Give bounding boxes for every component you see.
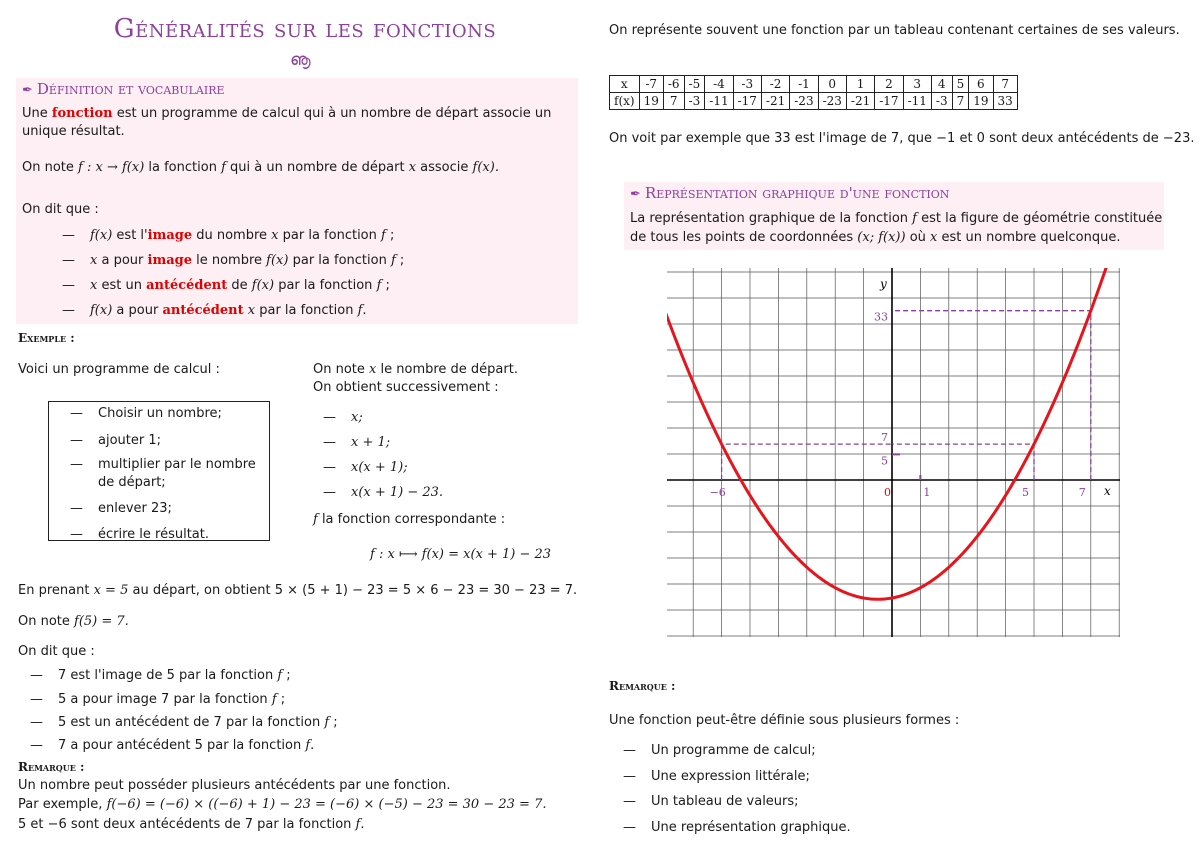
text: la fonction: [144, 160, 222, 175]
program-step-text: de départ;: [98, 475, 166, 490]
text: ;: [276, 692, 286, 707]
math: f: [305, 738, 311, 753]
table-cell: -17: [875, 93, 903, 110]
math: x: [90, 253, 98, 268]
program-step: [70, 406, 222, 421]
table-cell: 4: [931, 76, 952, 93]
x-tick-label: −6: [709, 486, 726, 499]
program-step: [98, 475, 166, 490]
title-ornament: ൡ: [290, 50, 311, 70]
exemple-calculation: [18, 583, 577, 598]
text: 5 est un antécédent de 7 par la fonction: [58, 715, 325, 730]
list-dash: —: [62, 228, 75, 243]
table-cell: 1: [846, 76, 874, 93]
x-axis-label: x: [1104, 484, 1111, 498]
guide-line: [892, 311, 1091, 480]
text: On note: [313, 362, 370, 377]
text: .: [310, 738, 315, 753]
text: par la fonction: [274, 278, 377, 293]
text: où: [905, 230, 931, 245]
text: Une représentation graphique.: [651, 820, 851, 835]
math: f: [355, 817, 361, 832]
text: par la fonction: [255, 303, 358, 318]
keyword: image: [147, 228, 193, 243]
table-cell: 7: [952, 93, 969, 110]
text: par la fonction: [278, 228, 382, 243]
text: Un programme de calcul;: [651, 743, 816, 758]
table-cell: -6: [663, 76, 684, 93]
math: x: [408, 160, 417, 175]
text: ;: [381, 278, 390, 293]
math: f: [381, 228, 386, 243]
text: qui à un nombre de départ: [225, 160, 409, 175]
y-axis-label: y: [880, 277, 887, 291]
remarque2-intro: Une fonction peut-être définie sous plusieurs formes :: [609, 713, 960, 728]
program-step-text: enlever 23;: [98, 501, 172, 516]
definition-heading-text: Définition et vocabulaire: [36, 80, 225, 98]
function-graph: [660, 265, 1120, 637]
graph-definition-1: [630, 211, 1162, 226]
step-item: [323, 485, 443, 500]
page-title: Généralités sur les fonctions: [113, 14, 497, 44]
list-dash: —: [30, 715, 43, 730]
x-tick-label: 0: [884, 486, 891, 499]
text: est un: [97, 278, 147, 293]
graph-heading: [630, 184, 949, 202]
exemple-successively: On obtient successivement :: [313, 380, 499, 395]
list-dash: —: [323, 460, 336, 475]
exemple-ondit: On dit que :: [18, 644, 95, 659]
exemple-note: [313, 362, 518, 377]
text: On note: [22, 160, 79, 175]
definition-notation: [22, 160, 499, 175]
math: f: [313, 512, 318, 527]
list-dash: —: [62, 303, 75, 318]
text: de tous les points de coordonnées: [630, 230, 858, 245]
math: x: [271, 228, 279, 243]
math: x(x + 1) − 23.: [351, 485, 444, 500]
text: 5 a pour image 7 par la fonction: [58, 692, 272, 707]
table-cell: 7: [663, 93, 684, 110]
math: f: [277, 668, 283, 683]
list-dash: —: [70, 501, 83, 516]
list-dash: —: [62, 253, 75, 268]
text: ;: [395, 253, 405, 268]
math: x = 5: [93, 583, 129, 598]
definition-paragraph-1: [22, 106, 551, 121]
table-cell: -3: [733, 76, 761, 93]
table-cell: 33: [993, 93, 1017, 110]
table-cell: -3: [684, 93, 705, 110]
exemple-item: [30, 692, 285, 707]
list-dash: —: [30, 738, 43, 753]
table-cell: -21: [846, 93, 874, 110]
exemple-heading: Exemple :: [18, 331, 75, 345]
list-dash: —: [30, 692, 43, 707]
table-cell: 6: [969, 76, 993, 93]
list-dash: —: [323, 435, 336, 450]
text: le nombre: [191, 253, 267, 268]
values-table: [609, 75, 1018, 110]
y-tick-label: 5: [881, 454, 888, 468]
program-step-text: écrire le résultat.: [98, 527, 210, 542]
graph-definition-2: [630, 230, 1121, 245]
guide-line: [892, 444, 1034, 480]
list-dash: —: [70, 406, 83, 421]
step-item: [323, 410, 363, 425]
list-dash: —: [30, 668, 43, 683]
text: au départ, on obtient 5 × (5 + 1) − 23 = 5 × 6 − 23 = 30 − 23 = 7.: [128, 583, 578, 598]
table-cell: -5: [684, 76, 705, 93]
program-step-text: multiplier par le nombre: [98, 457, 256, 472]
program-step: [70, 433, 161, 448]
list-dash: —: [62, 278, 75, 293]
definition-item: [62, 278, 390, 293]
remarque2-item: [623, 794, 799, 809]
text: ;: [329, 715, 338, 730]
y-tick-label: 33: [874, 310, 888, 324]
x-tick-label: 5: [1022, 486, 1029, 499]
remarque2-heading: Remarque :: [609, 679, 676, 693]
list-dash: —: [623, 769, 636, 784]
exemple-function-label: [313, 512, 505, 527]
table-cell: 2: [875, 76, 903, 93]
table-cell: -2: [761, 76, 789, 93]
text: Un tableau de valeurs;: [651, 794, 799, 809]
keyword: antécédent: [146, 278, 228, 293]
table-cell: 5: [952, 76, 969, 93]
table-intro: On représente souvent une fonction par un tableau contenant certaines de ses valeurs.: [609, 23, 1180, 38]
math: f: [221, 160, 226, 175]
text: Une: [22, 106, 52, 121]
text: a pour: [112, 303, 163, 318]
program-step-text: Choisir un nombre;: [98, 406, 222, 421]
table-cell: -11: [705, 93, 733, 110]
math: x: [369, 362, 377, 377]
text: le nombre de départ.: [376, 362, 518, 377]
table-cell: -17: [733, 93, 761, 110]
math: f(x): [251, 278, 275, 293]
math: x(x + 1);: [351, 460, 408, 475]
graph-heading-text: Représentation graphique d'une fonction: [644, 184, 950, 202]
remarque2-item: [623, 769, 810, 784]
table-cell: -23: [790, 93, 818, 110]
exemple-item: [30, 715, 338, 730]
list-dash: —: [70, 527, 83, 542]
table-cell: -1: [790, 76, 818, 93]
math: f(5) = 7.: [74, 614, 129, 629]
math: f(−6) = (−6) × ((−6) + 1) − 23 = (−6) × (−5) − 23 = 30 − 23 = 7.: [106, 797, 547, 812]
table-cell: -3: [931, 93, 952, 110]
keyword: antécédent: [162, 303, 244, 318]
table-row-x: [610, 76, 1018, 93]
text: est un nombre quelconque.: [937, 230, 1121, 245]
pen-icon: ✒: [630, 187, 641, 202]
table-cell: 19: [969, 93, 993, 110]
math: x + 1;: [351, 435, 391, 450]
list-dash: —: [70, 433, 83, 448]
math: (x; f(x)): [857, 230, 906, 245]
text: .: [362, 303, 367, 318]
exemple-item: [30, 738, 314, 753]
text: .: [360, 817, 365, 832]
text: 7 est l'image de 5 par la fonction: [58, 668, 278, 683]
math: x: [90, 278, 98, 293]
text: associe: [416, 160, 473, 175]
table-cell: -7: [639, 76, 663, 93]
text: de: [227, 278, 252, 293]
list-dash: —: [323, 485, 336, 500]
program-step: [70, 501, 172, 516]
text: par la fonction: [288, 253, 391, 268]
table-cell: 7: [993, 76, 1017, 93]
list-dash: —: [70, 457, 83, 472]
program-step: [70, 527, 209, 542]
program-step: [70, 457, 256, 472]
x-tick-label: 7: [1078, 486, 1086, 499]
math: f(x).: [472, 160, 499, 175]
list-dash: —: [323, 410, 336, 425]
table-cell: -4: [705, 76, 733, 93]
y-tick-label: 7: [881, 431, 888, 445]
math: f : x → f(x): [78, 160, 145, 175]
math: f: [324, 715, 330, 730]
x-tick-label: 1: [923, 486, 931, 499]
remarque1-line1: Un nombre peut posséder plusieurs antécédents par une fonction.: [18, 778, 451, 793]
math: f: [357, 303, 363, 318]
math: x;: [351, 410, 363, 425]
table-cell: x: [610, 76, 640, 93]
text: Une expression littérale;: [651, 769, 810, 784]
definition-ondit: On dit que :: [22, 202, 99, 217]
math: f(x): [90, 303, 113, 318]
program-step-text: ajouter 1;: [98, 433, 161, 448]
text: est un programme de calcul qui à un nombre de départ associe un: [112, 106, 552, 121]
text: ;: [385, 228, 395, 243]
table-cell: 3: [903, 76, 931, 93]
text: La représentation graphique de la fonction: [630, 211, 913, 226]
text: est l': [112, 228, 148, 243]
remarque1-line3: [18, 817, 364, 832]
list-dash: —: [623, 794, 636, 809]
definition-item: [62, 303, 367, 318]
table-cell: -23: [818, 93, 846, 110]
definition-item: [62, 253, 404, 268]
table-cell: f(x): [610, 93, 640, 110]
math: x: [930, 230, 938, 245]
table-cell: 0: [818, 76, 846, 93]
step-item: [323, 460, 408, 475]
text: est la figure de géométrie constituée: [916, 211, 1163, 226]
table-cell: -21: [761, 93, 789, 110]
definition-item: [62, 228, 394, 243]
table-row-fx: [610, 93, 1018, 110]
remarque1-line2: [18, 797, 546, 812]
math: f: [376, 278, 382, 293]
table-after: On voit par exemple que 33 est l'image de 7, que −1 et 0 sont deux antécédents de −23.: [609, 131, 1195, 146]
text: a pour: [97, 253, 148, 268]
text: En prenant: [18, 583, 94, 598]
keyword-fonction: fonction: [51, 106, 113, 121]
text: ;: [282, 668, 291, 683]
definition-paragraph-1b: unique résultat.: [22, 124, 125, 139]
keyword: image: [147, 253, 192, 268]
remarque2-item: [623, 743, 816, 758]
table-cell: 19: [639, 93, 663, 110]
list-dash: —: [623, 743, 636, 758]
math: f: [271, 692, 277, 707]
table-cell: -11: [903, 93, 931, 110]
math: x: [247, 303, 256, 318]
remarque1-heading: Remarque :: [18, 760, 85, 774]
text: du nombre: [192, 228, 272, 243]
math: f(x): [90, 228, 113, 243]
exemple-formula: f : x ⟼ f(x) = x(x + 1) − 23: [370, 547, 552, 562]
list-dash: —: [623, 820, 636, 835]
text: 7 a pour antécédent 5 par la fonction: [58, 738, 306, 753]
step-item: [323, 435, 390, 450]
text: 5 et −6 sont deux antécédents de 7 par la fonction: [18, 817, 356, 832]
math: f(x): [266, 253, 289, 268]
math: f: [912, 211, 917, 226]
text: la fonction correspondante :: [317, 512, 506, 527]
text: Par exemple,: [18, 797, 107, 812]
remarque2-item: [623, 820, 851, 835]
exemple-item: [30, 668, 291, 683]
exemple-intro: Voici un programme de calcul :: [18, 362, 220, 377]
exemple-note-f5: [18, 614, 129, 629]
pen-icon: ✒: [22, 83, 33, 98]
text: On note: [18, 614, 75, 629]
definition-heading: [22, 80, 225, 98]
math: f: [390, 253, 396, 268]
